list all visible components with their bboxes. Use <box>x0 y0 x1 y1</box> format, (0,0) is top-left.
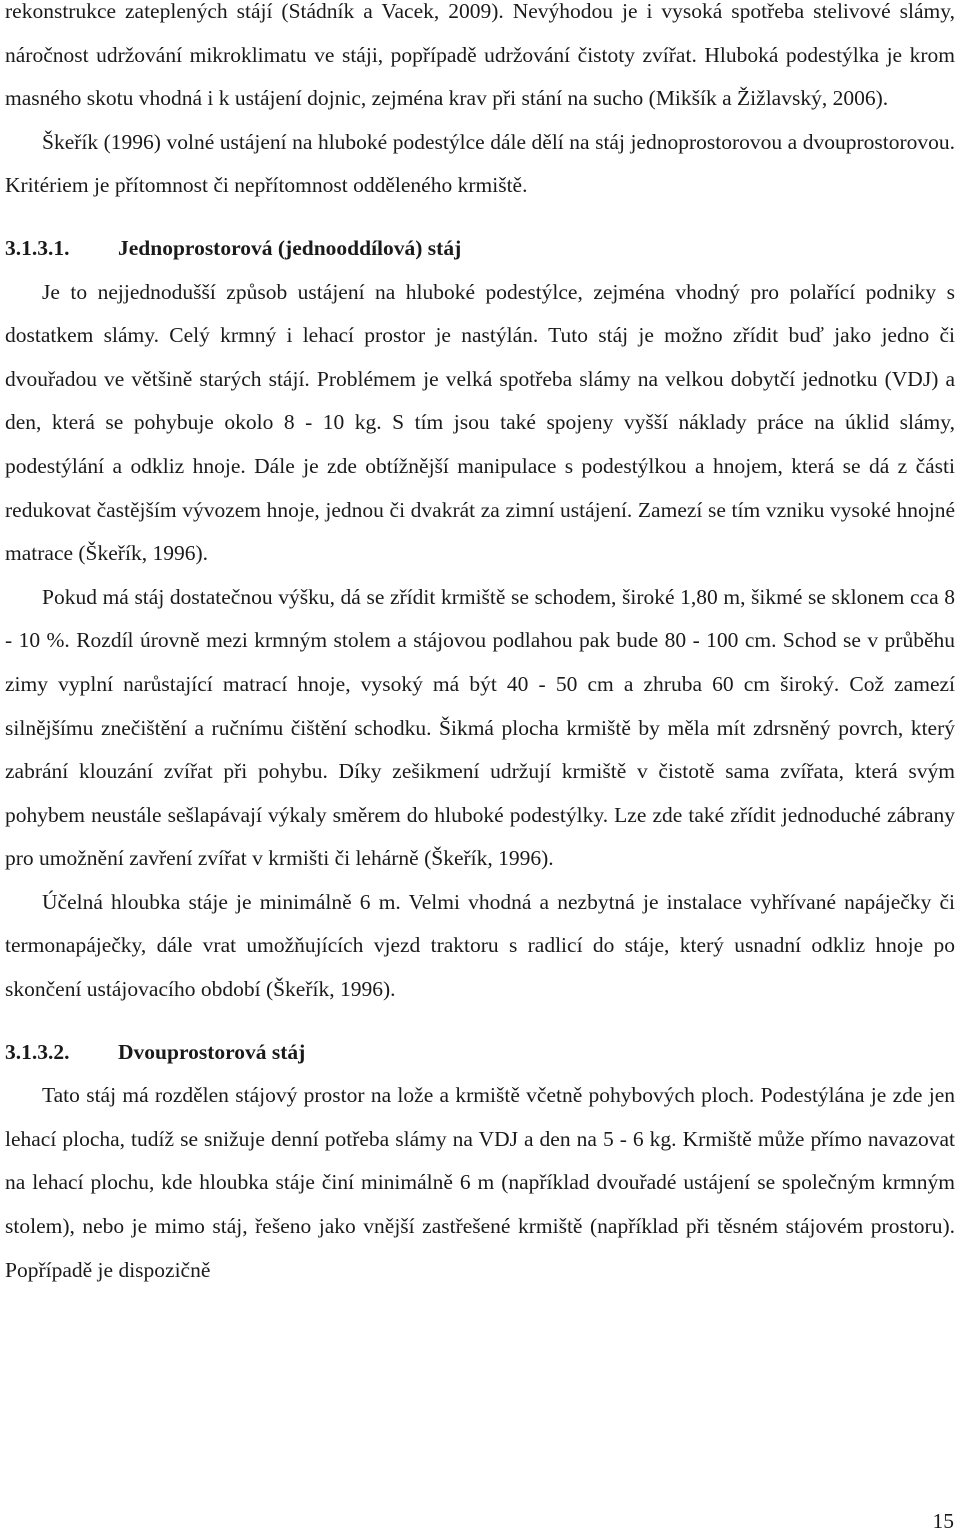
paragraph-single-space-description: Je to nejjednodušší způsob ustájení na hluboké podestýlce, zejména vhodný pro polařící podniky s dostatkem slámy. Celý krmný i lehací prostor je nastýlán. Tuto stáj je možno zřídit buď jako jedno či dvouřadou ve většině starých stájí. Problémem je velká spotřeba slámy na velkou dobytčí jednotku (VDJ) a den, která se pohybuje okolo 8 - 10 kg. S tím jsou také spojeny vyšší náklady práce na úklid slámy, podestýlání a odkliz hnoje. Dále je zde obtížnější manipulace s podestýlkou a hnojem, která se dá z části redukovat častějším vývozem hnoje, jednou či dvakrát za zimní ustájení. Zamezí se tím vzniku vysoké hnojné matrace (Škeřík, 1996). <box>5 279 955 566</box>
section-number: 3.1.3.2. <box>5 1039 70 1064</box>
paragraph-feeding-area-step: Pokud má stáj dostatečnou výšku, dá se zřídit krmiště se schodem, široké 1,80 m, šikmé se sklonem cca 8 - 10 %. Rozdíl úrovně mezi krmným stolem a stájovou podlahou pak bude 80 - 100 cm. Schod se v průběhu zimy vyplní narůstající matrací hnoje, vysoký má být 40 - 50 cm a zhruba 60 cm široký. Což zamezí silnějšímu znečištění a ručnímu čištění schodku. Šikmá plocha krmiště by měla mít zdrsněný povrch, který zabrání klouzání zvířat při pohybu. Díky zešikmení udržují krmiště v čistotě sama zvířata, která svým pohybem neustále sešlapávají výkaly směrem do hluboké podestýlky. Lze zde také zřídit jednoduché zábrany pro umožnění zavření zvířat v krmišti či lehárně (Škeřík, 1996). <box>5 584 955 871</box>
paragraph-classification: Škeřík (1996) volné ustájení na hluboké podestýlce dále dělí na stáj jednoprostorovou a dvouprostorovou. Kritériem je přítomnost či nepřítomnost odděleného krmiště. <box>5 129 955 198</box>
section-title: Dvouprostorová stáj <box>118 1039 306 1064</box>
page-number: 15 <box>932 1509 954 1533</box>
document-page <box>5 0 955 1292</box>
paragraph-continued: rekonstrukce zateplených stájí (Stádník a Vacek, 2009). Nevýhodou je i vysoká spotřeba stelivové slámy, náročnost udržování mikroklimatu ve stáji, popřípadě udržování čistoty zvířat. Hluboká podestýlka je krom masného skotu vhodná i k ustájení dojnic, zejména krav při stání na sucho (Mikšík a Žižlavský, 2006). <box>5 0 955 111</box>
section-title: Jednoprostorová (jednooddílová) stáj <box>118 235 462 260</box>
paragraph-two-space-description: Tato stáj má rozdělen stájový prostor na lože a krmiště včetně pohybových ploch. Podestýlána je zde jen lehací plocha, tudíž se snižuje denní potřeba slámy na VDJ a den na 5 - 6 kg. Krmiště může přímo navazovat na lehací plochu, kde hloubka stáje činí minimálně 6 m (například dvouřadé ustájení se společným krmným stolem), nebo je mimo stáj, řešeno jako vnější zastřešené krmiště (například při těsném stájovém prostoru). Popřípadě je dispozičně <box>5 1083 955 1282</box>
paragraph-stable-depth: Účelná hloubka stáje je minimálně 6 m. Velmi vhodná a nezbytná je instalace vyhřívané napáječky či termonapáječky, dále vrat umožňujících vjezd traktoru s radlicí do stáje, který usnadní odkliz hnoje po skončení ustájovacího období (Škeřík, 1996). <box>5 889 955 1002</box>
section-heading-two-space-stable <box>5 1031 955 1075</box>
section-heading-single-space-stable <box>5 227 955 271</box>
section-number: 3.1.3.1. <box>5 235 70 260</box>
